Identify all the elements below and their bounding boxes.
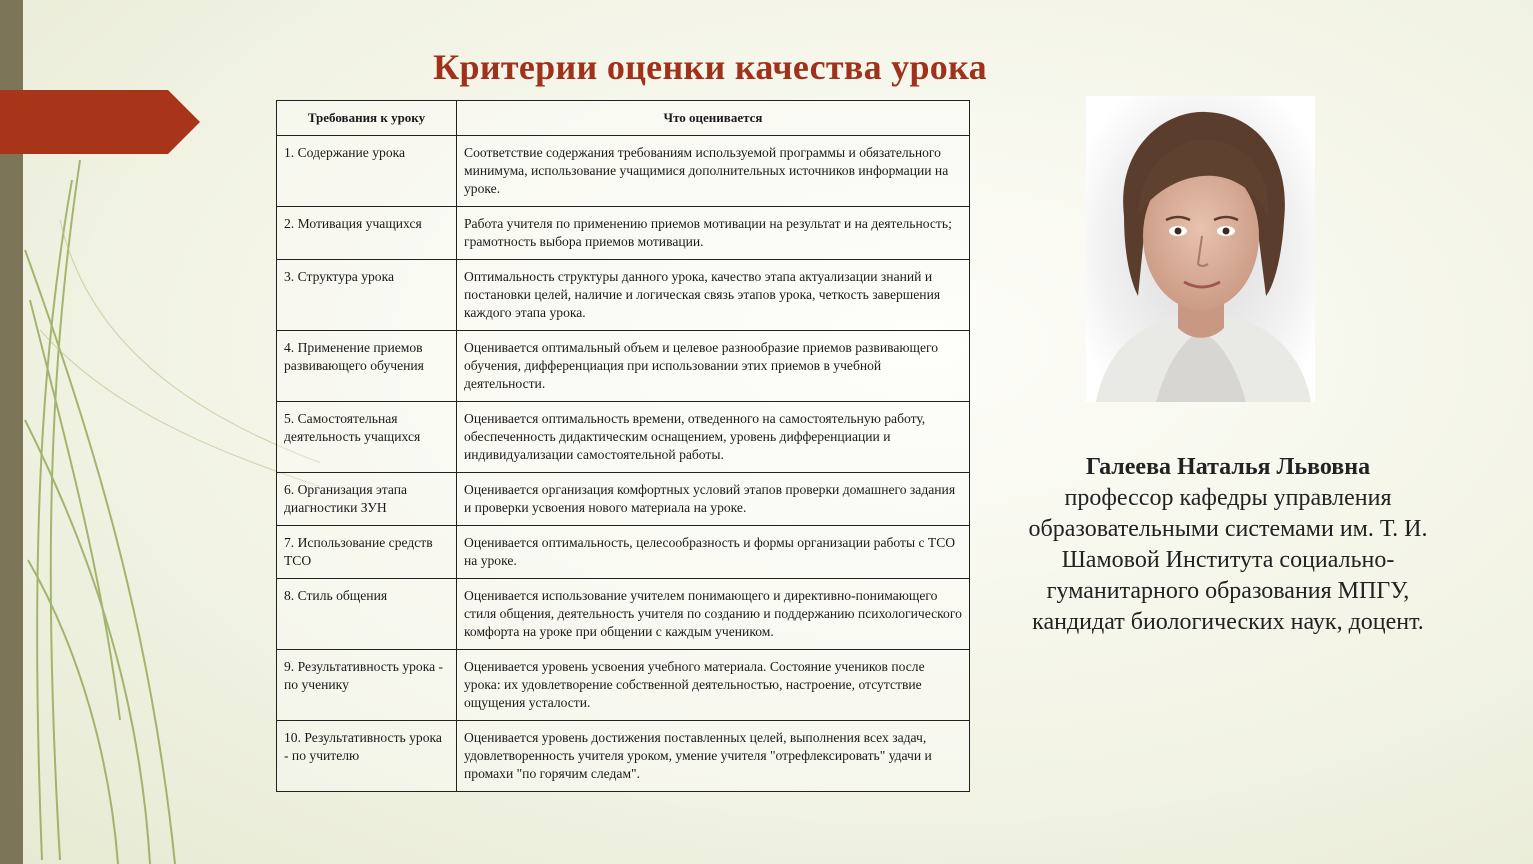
- column-header-requirements: Требования к уроку: [277, 101, 457, 136]
- evaluated-cell: Оценивается уровень достижения поставленных целей, выполнения всех задач, удовлетворенность учителя уроком, умение учителя "отрефлексировать" удачи и промахи "по горячим следам".: [457, 721, 970, 792]
- evaluated-cell: Оценивается организация комфортных условий этапов проверки домашнего задания и проверки усвоения нового материала на уроке.: [457, 473, 970, 526]
- table-row: [277, 260, 970, 331]
- person-name: Галеева Наталья Львовна: [1085, 454, 1371, 480]
- person-bio: [1000, 452, 1456, 638]
- requirement-cell: 1. Содержание урока: [277, 136, 457, 207]
- evaluated-cell: Оценивается использование учителем понимающего и директивно-понимающего стиля общения, деятельность учителя по созданию и поддержанию психологического комфорта на уроке при общении с каждым учеником.: [457, 579, 970, 650]
- requirement-cell: 7. Использование средств ТСО: [277, 526, 457, 579]
- table-row: [277, 136, 970, 207]
- evaluated-cell: Оценивается оптимальность, целесообразность и формы организации работы с ТСО на уроке.: [457, 526, 970, 579]
- requirement-cell: 8. Стиль общения: [277, 579, 457, 650]
- evaluated-cell: Оптимальность структуры данного урока, качество этапа актуализации знаний и постановки целей, наличие и логическая связь этапов урока, четкость завершения каждого этапа урока.: [457, 260, 970, 331]
- requirement-cell: 3. Структура урока: [277, 260, 457, 331]
- evaluated-cell: Оценивается оптимальность времени, отведенного на самостоятельную работу, обеспеченность дидактическим оснащением, уровень дифференциации и индивидуализации самостоятельной работы.: [457, 402, 970, 473]
- evaluated-cell: Оценивается уровень усвоения учебного материала. Состояние учеников после урока: их удовлетворение собственной деятельностью, настроение, отсутствие ощущения усталости.: [457, 650, 970, 721]
- page-title: Критерии оценки качества урока: [433, 47, 987, 87]
- evaluated-cell: Работа учителя по применению приемов мотивации на результат и на деятельность; грамотность выбора приемов мотивации.: [457, 207, 970, 260]
- table-row: [277, 473, 970, 526]
- requirement-cell: 4. Применение приемов развивающего обучения: [277, 331, 457, 402]
- table-row: [277, 650, 970, 721]
- requirement-cell: 9. Результативность урока - по ученику: [277, 650, 457, 721]
- table-row: [277, 526, 970, 579]
- table-header-row: [277, 101, 970, 136]
- criteria-table: [276, 100, 970, 792]
- requirement-cell: 10. Результативность урока - по учителю: [277, 721, 457, 792]
- table-row: [277, 207, 970, 260]
- table-row: [277, 721, 970, 792]
- person-description: профессор кафедры управления образовательными системами им. Т. И. Шамовой Института социально-гуманитарного образования МПГУ, кандидат биологических наук, доцент.: [1028, 485, 1428, 635]
- table-row: [277, 402, 970, 473]
- evaluated-cell: Оценивается оптимальный объем и целевое разнообразие приемов развивающего обучения, дифференциация при использовании этих приемов в учебной деятельности.: [457, 331, 970, 402]
- portrait-photo: [1086, 96, 1315, 402]
- requirement-cell: 2. Мотивация учащихся: [277, 207, 457, 260]
- table-row: [277, 331, 970, 402]
- table-row: [277, 579, 970, 650]
- title-arrow-shape: [0, 90, 202, 154]
- requirement-cell: 5. Самостоятельная деятельность учащихся: [277, 402, 457, 473]
- column-header-evaluated: Что оценивается: [457, 101, 970, 136]
- evaluated-cell: Соответствие содержания требованиям используемой программы и обязательного минимума, использование учащимися дополнительных источников информации на уроке.: [457, 136, 970, 207]
- requirement-cell: 6. Организация этапа диагностики ЗУН: [277, 473, 457, 526]
